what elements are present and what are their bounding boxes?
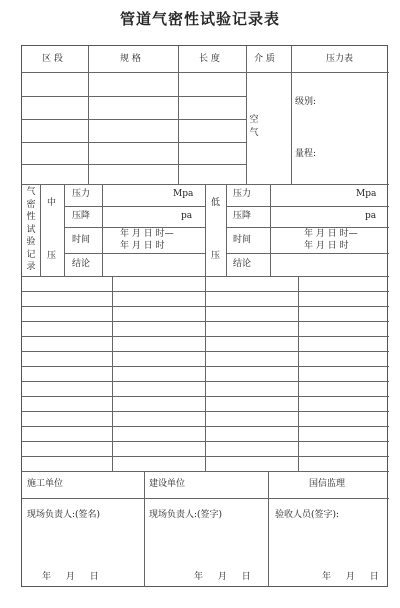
mid-pressure-label-top: 中: [47, 198, 57, 208]
low-time-line1: 年 月 日 时—: [304, 229, 358, 239]
mid-time-line1: 年 月 日 时—: [120, 229, 174, 239]
footer-date-1: 年 月 日: [42, 572, 99, 582]
rule: [22, 119, 246, 120]
page-title: 管道气密性试验记录表: [119, 10, 280, 28]
footer-date-2: 年 月 日: [194, 572, 251, 582]
rule: [226, 184, 227, 276]
header-spec: 规 格: [120, 54, 141, 64]
rule: [64, 184, 65, 276]
low-drop-unit: pa: [365, 211, 377, 221]
rule: [40, 184, 41, 276]
rule: [270, 184, 271, 276]
rule: [64, 227, 205, 228]
rule: [205, 184, 206, 276]
rule: [226, 227, 389, 228]
low-pressure-label-top: 低: [211, 198, 221, 208]
record-table: [21, 45, 388, 587]
rule: [64, 206, 205, 207]
low-time-line2: 年 月 日 时: [304, 241, 349, 251]
footer-building-unit: 建设单位: [149, 479, 186, 489]
rule: [22, 471, 389, 472]
rule: [112, 276, 113, 471]
low-pressure-label-bottom: 压: [211, 251, 221, 261]
low-drop-label: 压降: [233, 211, 252, 221]
medium-value: 空气: [249, 115, 259, 138]
header-medium: 介 质: [254, 54, 275, 64]
low-pressure-row-label: 压力: [233, 189, 252, 199]
footer-construction-unit: 施工单位: [27, 479, 64, 489]
rule: [64, 253, 205, 254]
gauge-range: 量程:: [295, 149, 317, 159]
rule: [22, 142, 246, 143]
mid-time-label: 时间: [72, 235, 91, 245]
mid-drop-label: 压降: [72, 211, 91, 221]
footer-site-manager-sign: 现场负责人:(签名): [27, 510, 101, 520]
test-record-label: 气密性试验记录: [26, 187, 36, 272]
low-time-label: 时间: [233, 235, 252, 245]
rule: [298, 276, 299, 471]
low-pressure-unit: Mpa: [356, 189, 377, 199]
footer-date-3: 年 月 日: [322, 572, 379, 582]
mid-drop-unit: pa: [181, 211, 193, 221]
mid-pressure-label-bottom: 压: [47, 251, 57, 261]
mid-time-line2: 年 月 日 时: [120, 241, 165, 251]
rule: [226, 206, 389, 207]
rule: [22, 164, 246, 165]
rule: [205, 276, 206, 471]
rule: [246, 46, 247, 184]
rule: [226, 253, 389, 254]
header-section: 区 段: [42, 54, 63, 64]
rule: [291, 46, 292, 184]
mid-conclusion-label: 结论: [72, 259, 91, 269]
rule: [144, 471, 145, 587]
mid-pressure-unit: Mpa: [173, 189, 194, 199]
footer-acceptance: 验收人员(签字):: [275, 510, 340, 520]
rule: [88, 46, 89, 184]
footer-supervision: 国信监理: [309, 479, 346, 489]
footer-site-manager-seal: 现场负责人:(签字): [149, 510, 223, 520]
rule: [22, 72, 389, 73]
rule: [102, 184, 103, 276]
rule: [268, 471, 269, 587]
header-gauge: 压力表: [326, 54, 354, 64]
mid-pressure-row-label: 压力: [72, 189, 91, 199]
rule: [22, 96, 246, 97]
rule: [22, 498, 389, 499]
gauge-grade: 级别:: [295, 97, 317, 107]
header-length: 长 度: [199, 54, 220, 64]
low-conclusion-label: 结论: [233, 259, 252, 269]
rule: [178, 46, 179, 184]
